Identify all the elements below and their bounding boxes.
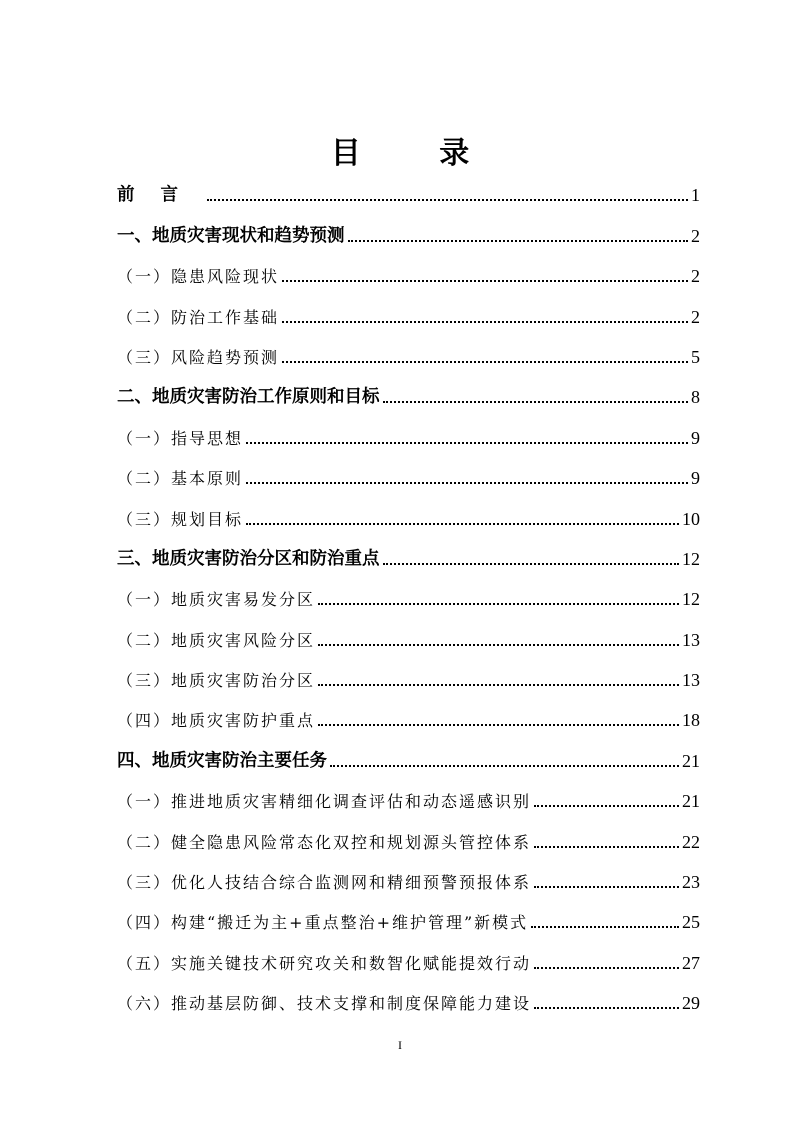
toc-entry[interactable] bbox=[117, 253, 700, 293]
toc-entry[interactable] bbox=[117, 939, 700, 979]
toc-entry[interactable] bbox=[117, 455, 700, 495]
toc-entry[interactable] bbox=[117, 697, 700, 737]
toc-leader-dots bbox=[246, 482, 688, 484]
toc-leader-dots bbox=[318, 603, 679, 605]
toc-entry-page: 21 bbox=[682, 791, 700, 812]
toc-entry-page: 27 bbox=[682, 952, 700, 973]
toc-entry-title: （三）优化人技结合综合监测网和精细预警预报体系 bbox=[117, 873, 532, 893]
toc-entry-page: 25 bbox=[682, 912, 700, 933]
toc-leader-dots bbox=[246, 523, 679, 525]
toc-entry-title: 二、地质灾害防治工作原则和目标 bbox=[117, 387, 380, 408]
toc-entry[interactable] bbox=[117, 657, 700, 697]
toc-leader-dots bbox=[383, 401, 689, 403]
toc-leader-dots bbox=[330, 765, 679, 767]
toc-entry-title: （二）健全隐患风险常态化双控和规划源头管控体系 bbox=[117, 832, 532, 852]
toc-leader-dots bbox=[282, 361, 688, 363]
toc-entry-title: 四、地质灾害防治主要任务 bbox=[117, 750, 327, 771]
toc-entry[interactable] bbox=[117, 334, 700, 374]
toc-entry-title: （六）推动基层防御、技术支撑和制度保障能力建设 bbox=[117, 994, 532, 1014]
toc-entry-title: 三、地质灾害防治分区和防治重点 bbox=[117, 548, 380, 569]
toc-entry-page: 13 bbox=[682, 629, 700, 650]
toc-entry[interactable] bbox=[117, 778, 700, 818]
toc-entry[interactable] bbox=[117, 616, 700, 656]
toc-entry-title: 一、地质灾害现状和趋势预测 bbox=[117, 225, 345, 246]
toc-entry-page: 9 bbox=[691, 427, 700, 448]
toc-entry-page: 13 bbox=[682, 670, 700, 691]
page-number: I bbox=[398, 1038, 402, 1052]
toc-entry[interactable] bbox=[117, 536, 700, 576]
toc-leader-dots bbox=[246, 442, 688, 444]
toc-entry-page: 12 bbox=[682, 548, 700, 569]
toc-leader-dots bbox=[531, 926, 679, 928]
toc-entry[interactable] bbox=[117, 495, 700, 535]
toc-entry-page: 18 bbox=[682, 710, 700, 731]
toc-entry[interactable] bbox=[117, 293, 700, 333]
toc-entry-page: 29 bbox=[682, 993, 700, 1014]
toc-entry[interactable] bbox=[117, 818, 700, 858]
toc-entry[interactable] bbox=[117, 980, 700, 1020]
toc-entry-page: 9 bbox=[691, 468, 700, 489]
toc-entry-title: （二）地质灾害风险分区 bbox=[117, 630, 316, 650]
toc-leader-dots bbox=[282, 321, 688, 323]
toc-entry-page: 12 bbox=[682, 589, 700, 610]
toc-leader-dots bbox=[318, 724, 679, 726]
toc-leader-dots bbox=[318, 644, 679, 646]
toc-entry[interactable] bbox=[117, 374, 700, 414]
toc-entry-title: （二）基本原则 bbox=[117, 469, 244, 489]
toc-entry-page: 2 bbox=[691, 266, 700, 287]
toc-entry[interactable] bbox=[117, 899, 700, 939]
toc-entry-page: 23 bbox=[682, 872, 700, 893]
toc-entry-page: 2 bbox=[691, 306, 700, 327]
toc-entry[interactable] bbox=[117, 576, 700, 616]
toc-entry-title: （一）指导思想 bbox=[117, 428, 244, 448]
toc-entry[interactable] bbox=[117, 859, 700, 899]
toc-entry-title: （一）隐患风险现状 bbox=[117, 267, 280, 287]
toc-entry-title: （三）风险趋势预测 bbox=[117, 347, 280, 367]
table-of-contents bbox=[117, 172, 700, 1020]
toc-entry[interactable] bbox=[117, 212, 700, 252]
toc-entry[interactable] bbox=[117, 737, 700, 777]
toc-entry-page: 1 bbox=[691, 185, 700, 206]
toc-leader-dots bbox=[534, 1007, 679, 1009]
toc-entry-title: （五）实施关键技术研究攻关和数智化赋能提效行动 bbox=[117, 953, 532, 973]
toc-entry-title: （二）防治工作基础 bbox=[117, 307, 280, 327]
toc-entry[interactable] bbox=[117, 172, 700, 212]
toc-entry-title: （四）地质灾害防护重点 bbox=[117, 711, 316, 731]
toc-entry-page: 10 bbox=[682, 508, 700, 529]
toc-entry-title: （一）推进地质灾害精细化调查评估和动态遥感识别 bbox=[117, 792, 532, 812]
toc-leader-dots bbox=[534, 967, 679, 969]
toc-entry-title: 前言 bbox=[117, 185, 204, 206]
toc-entry-title: （一）地质灾害易发分区 bbox=[117, 590, 316, 610]
toc-leader-dots bbox=[534, 886, 679, 888]
toc-entry-page: 21 bbox=[682, 750, 700, 771]
toc-leader-dots bbox=[318, 684, 679, 686]
toc-entry-page: 22 bbox=[682, 831, 700, 852]
toc-leader-dots bbox=[282, 280, 688, 282]
toc-leader-dots bbox=[383, 563, 680, 565]
toc-leader-dots bbox=[207, 199, 688, 201]
toc-entry-title: （四）构建“搬迁为主+重点整治+维护管理”新模式 bbox=[117, 913, 529, 933]
toc-leader-dots bbox=[534, 846, 679, 848]
toc-entry-page: 2 bbox=[691, 225, 700, 246]
toc-entry-page: 5 bbox=[691, 346, 700, 367]
toc-leader-dots bbox=[348, 240, 689, 242]
toc-entry[interactable] bbox=[117, 414, 700, 454]
page-title: 目 录 bbox=[330, 136, 504, 171]
toc-entry-title: （三）地质灾害防治分区 bbox=[117, 671, 316, 691]
toc-entry-title: （三）规划目标 bbox=[117, 509, 244, 529]
toc-entry-page: 8 bbox=[691, 387, 700, 408]
toc-leader-dots bbox=[534, 805, 679, 807]
